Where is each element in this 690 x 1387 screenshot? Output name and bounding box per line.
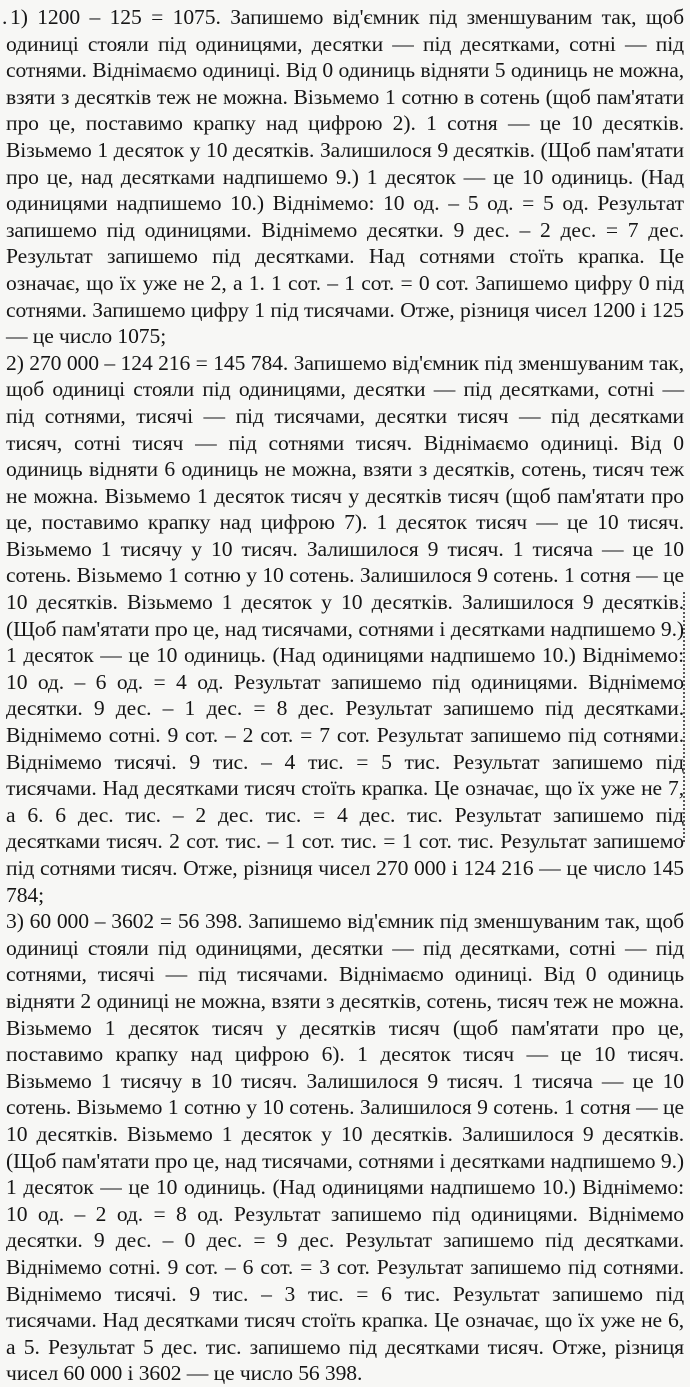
solution-1	[2, 4, 684, 350]
solution-2	[6, 350, 684, 908]
scan-edge-mark	[683, 592, 688, 842]
list-bullet: .	[2, 5, 8, 29]
solution-2-text: 2) 270 000 – 124 216 = 145 784. Запишемо від'ємник під зменшуваним так, щоб одиниці стояли під одиницями, десятки — під десятками, сотні — під сотнями, тисячі — під тисячами, десятки тисяч — під десятками тисяч, сотні тисяч — під сотнями тисяч. Віднімаємо одиниці. Від 0 одиниць відняти 6 одиниць не можна, взяти з десятків, сотень, тисяч теж не можна. Візьмемо 1 десяток тисяч у десятків тисяч (щоб пам'ятати про це, поставимо крапку над цифрою 7). 1 десяток тисяч — це 10 тисяч. Візьмемо 1 тисячу у 10 тисяч. Залишилося 9 тисяч. 1 тисяча — це 10 сотень. Візьмемо 1 сотню у 10 сотень. Залишилося 9 сотень. 1 сотня — це 10 десятків. Візьмемо 1 десяток у 10 десятків. Залишилося 9 десятків. (Щоб пам'ятати про це, над тисячами, сотнями і десятками надпишемо 9.) 1 десяток — це 10 одиниць. (Над одиницями надпишемо 10.) Віднімемо: 10 од. – 6 од. = 4 од. Результат запишемо під одиницями. Віднімемо десятки. 9 дес. – 1 дес. = 8 дес. Результат запишемо під десятками. Віднімемо сотні. 9 сот. – 2 сот. = 7 сот. Результат запишемо під сотнями. Віднімемо тисячі. 9 тис. – 4 тис. = 5 тис. Результат запишемо під тисячами. Над десятками тисяч стоїть крапка. Це означає, що їх уже не 7, а 6. 6 дес. тис. – 2 дес. тис. = 4 дес. тис. Результат запишемо під десятками тисяч. 2 сот. тис. – 1 сот. тис. = 1 сот. тис. Результат запишемо під сотнями тисяч. Отже, різниця чисел 270 000 і 124 216 — це число 145 784;	[6, 350, 684, 907]
solution-3-text: 3) 60 000 – 3602 = 56 398. Запишемо від'ємник під зменшуваним так, щоб одиниці стояли під одиницями, десятки — під десятками, сотні — під сотнями, тисячі — під тисячами. Віднімаємо одиниці. Від 0 одиниць відняти 2 одиниці не можна, взяти з десятків, сотень, тисяч теж не можна. Візьмемо 1 десяток тисяч у десятків тисяч (щоб пам'ятати про це, поставимо крапку над цифрою 6). 1 десяток тисяч — це 10 тисяч. Візьмемо 1 тисячу в 10 тисяч. Залишилося 9 тисяч. 1 тисяча — це 10 сотень. Візьмемо 1 сотню у 10 сотень. Залишилося 9 сотень. 1 сотня — це 10 десятків. Візьмемо 1 десяток у 10 десятків. Залишилося 9 десятків. (Щоб пам'ятати про це, над тисячами, сотнями і десятками надпишемо 9.) 1 десяток — це 10 одиниць. (Над одиницями надпишемо 10.) Віднімемо: 10 од. – 2 од. = 8 од. Результат запишемо під одиницями. Віднімемо десятки. 9 дес. – 0 дес. = 9 дес. Результат запишемо під десятками. Віднімемо сотні. 9 сот. – 6 сот. = 3 сот. Результат запишемо під сотнями. Віднімемо тисячі. 9 тис. – 3 тис. = 6 тис. Результат запишемо під тисячами. Над десятками тисяч стоїть крапка. Це означає, що їх уже не 6, а 5. Результат 5 дес. тис. запишемо під десятками тисяч. Отже, різниця чисел 60 000 і 3602 — це число 56 398.	[6, 909, 684, 1386]
solution-3	[6, 908, 684, 1387]
solution-1-text: 1) 1200 – 125 = 1075. Запишемо від'ємник під зменшуваним так, щоб одиниці стояли під одиницями, десятки — під десятками, сотні — під сотнями. Віднімаємо одиниці. Від 0 одиниць відняти 5 одиниць не можна, взяти з десятків теж не можна. Візьмемо 1 сотню в сотень (щоб пам'ятати про це, поставимо крапку над цифрою 2). 1 сотня — це 10 десятків. Візьмемо 1 десяток у 10 десятків. Залишилося 9 десятків. (Щоб пам'ятати про це, над десятками надпишемо 9.) 1 десяток — це 10 одиниць. (Над одиницями надпишемо 10.) Віднімемо: 10 од. – 5 од. = 5 од. Результат запишемо під одиницями. Віднімемо десятки. 9 дес. – 2 дес. = 7 дес. Результат запишемо під десятками. Над сотнями стоїть крапка. Це означає, що їх уже не 2, а 1. 1 сот. – 1 сот. = 0 сот. Запишемо цифру 0 під сотнями. Запишемо цифру 1 під тисячами. Отже, різниця чисел 1200 і 125 — це число 1075;	[6, 5, 684, 349]
